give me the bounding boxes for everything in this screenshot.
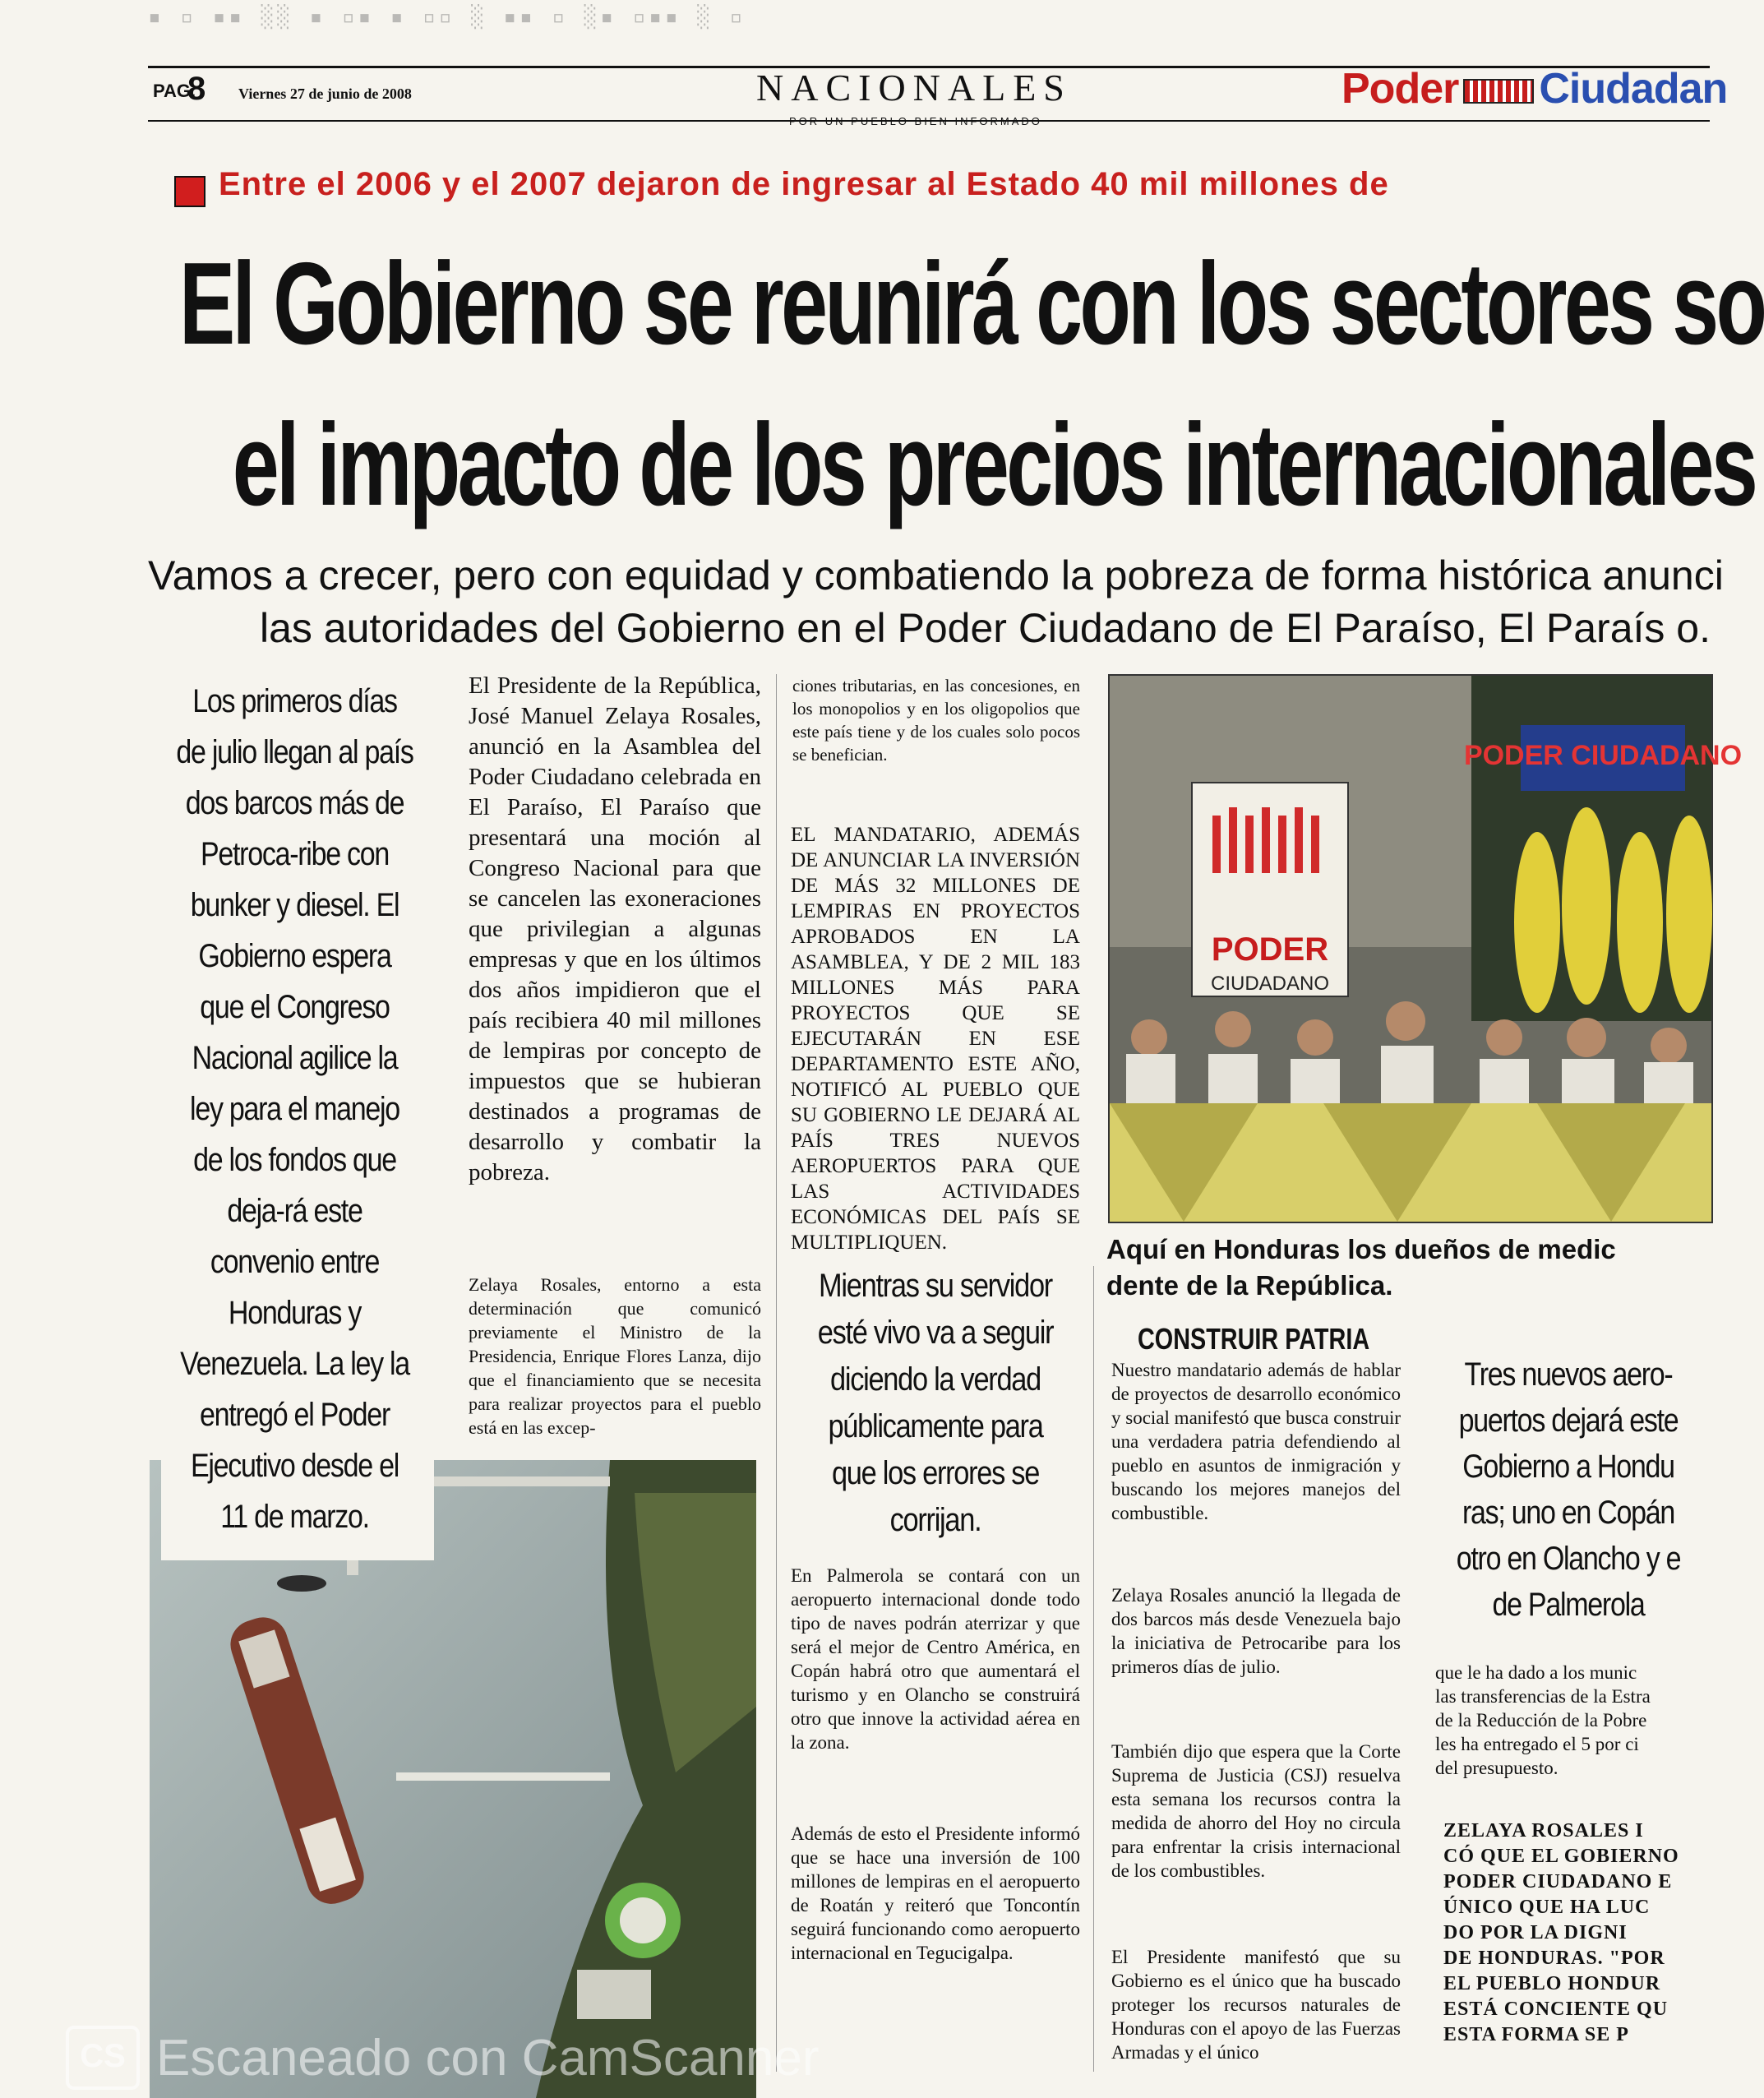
pull3-line: Gobierno a Hondu xyxy=(1462,1449,1674,1485)
dateline: Viernes 27 de junio de 2008 xyxy=(238,85,412,102)
brand-flag-icon xyxy=(1463,79,1534,104)
watermark-text: Escaneado con CamScanner xyxy=(156,2030,820,2086)
assembly-photo xyxy=(1108,674,1743,1223)
article-caps-col5 xyxy=(1443,1818,1710,2048)
article-body-col3-p1: En Palmerola se contará con un aeropuerto internacional donde todo tipo de naves podrán aterrizar y que será el mejor de Centro América, en Copán habrá otro que aumentará el turismo y en Olancho se construirá otro que innove la actividad aérea en la zona. xyxy=(791,1565,1080,1753)
col5-line: de la Reducción de la Pobre xyxy=(1435,1710,1647,1731)
brand-right: Ciudadan xyxy=(1539,65,1728,113)
col5-caps-line: ZELAYA ROSALES I xyxy=(1443,1820,1644,1842)
col5-caps-line: DO POR LA DIGNI xyxy=(1443,1922,1628,1943)
article-body-col4-p1: Nuestro mandatario además de hablar de proyectos de desarrollo económico y social manifestó que busca construir una verdadera patria defendiendo al pueblo en asuntos de inmigración y buscando los mejores manejos del combustible. xyxy=(1111,1360,1401,1523)
kicker-square-icon xyxy=(174,176,205,207)
col5-line: les ha entregado el 5 por ci xyxy=(1435,1734,1639,1754)
article-body-col4-p2: Zelaya Rosales anunció la llegada de dos barcos más desde Venezuela bajo la iniciativa de Petrocaribe para los primeros días de julio. xyxy=(1111,1585,1401,1677)
assembly-photo-art xyxy=(1110,676,1743,1222)
article-body-col3-top: ciones tributarias, en las concesiones, en los monopolios y en los oligopolios que este país tiene y de los cuales solo pocos se benefician. xyxy=(792,676,1080,765)
pull3-line: ras; uno en Copán xyxy=(1462,1495,1675,1531)
sign-line-2: CIUDADANO xyxy=(1210,973,1330,995)
article-body-col4-p4: El Presidente manifestó que su Gobierno es el único que ha buscado proteger los recursos naturales de Honduras con el apoyo de las Fuerzas Armadas y el único xyxy=(1111,1947,1401,2063)
column-divider xyxy=(776,674,777,2072)
brand-left: Poder xyxy=(1341,65,1459,113)
pull-quote: Mientras su servidor esté vivo va a seguir diciendo la verdad públicamente para que los errores se corrijan. xyxy=(817,1268,1054,1538)
col5-caps-line: ESTA FORMA SE P xyxy=(1443,2024,1629,2045)
caption-line-2: dente de la República. xyxy=(1106,1270,1393,1301)
deck xyxy=(148,549,1724,654)
sign-line-1: PODER xyxy=(1211,931,1329,968)
deck-line-2: las autoridades del Gobierno en el Poder Ciudadano de El Paraíso, El Paraís o. xyxy=(260,605,1711,651)
col5-caps-line: PODER CIUDADANO E xyxy=(1443,1871,1673,1892)
pull3-line: otro en Olancho y e xyxy=(1456,1541,1681,1577)
caption-line-1: Aquí en Honduras los dueños de medic xyxy=(1106,1234,1616,1264)
article-body-col3-p2: Además de esto el Presidente informó que se hace una inversión de 100 millones de lempiras en el aeropuerto de Roatán y reiteró que Toncontín seguirá funcionando como aeropuerto internacional en Tegucigalpa. xyxy=(791,1823,1080,1963)
column-divider xyxy=(1093,1266,1094,2072)
pull3-line: puertos dejará este xyxy=(1458,1403,1679,1439)
lead-blurb: Los primeros días de julio llegan al país dos barcos más de Petroca-ribe con bunker y diesel. El Gobierno espera que el Congreso Nacional agilice la ley para el manejo de los fondos que deja-rá este convenio entre Honduras y Venezuela. La ley la entregó el Poder Ejecutivo desde el 11 de marzo. xyxy=(176,683,413,1535)
col5-caps-line: EL PUEBLO HONDUR xyxy=(1443,1973,1661,1994)
article-body-col2: El Presidente de la República, José Manuel Zelaya Rosales, anunció en la Asamblea del Poder Ciudadano celebrada en El Paraíso, El Paraíso que presentará una moción al Congreso Nacional para que se cancelen las exoneraciones que privilegian a algunas empresas y que en los últimos dos años impidieron que el país recibiera 40 mil millones de lempiras por concepto de impuestos que se hubieran destinados a programas de desarrollo y combatir la pobreza. xyxy=(469,672,761,1185)
article-caps-paragraph: EL MANDATARIO, ADEMÁS DE ANUNCIAR LA INVERSIÓN DE MÁS 32 MILLONES DE LEMPIRAS EN PROYECTOS APROBADOS EN LA ASAMBLEA, Y DE 2 MIL 183 MILLONES MÁS PARA PROYECTOS QUE SE EJECUTARÁN EN ESE DEPARTAMENTO ESTE AÑO, NOTIFICÓ AL PUEBLO QUE SU GOBIERNO LE DEJARÁ AL PAÍS TRES NUEVOS AEROPUERTOS PARA QUE LAS ACTIVIDADES ECONÓMICAS DEL PAÍS SE MULTIPLIQUEN. xyxy=(791,824,1080,1254)
col5-caps-line: CÓ QUE EL GOBIERNO xyxy=(1443,1846,1679,1867)
headline xyxy=(179,224,1764,546)
headline-line-1: El Gobierno se reunirá con los sectores so xyxy=(179,238,1764,369)
kicker: Entre el 2006 y el 2007 dejaron de ingresar al Estado 40 mil millones de xyxy=(219,166,1389,202)
pull3-line: de Palmerola xyxy=(1492,1587,1645,1623)
article-body-col4-p3: También dijo que espera que la Corte Suprema de Justicia (CSJ) resuelva esta semana los recursos contra la medida de ahorro del Hoy no circula para enfrentar la crisis internacional de los combustibles. xyxy=(1111,1741,1401,1881)
col5-line: que le ha dado a los munic xyxy=(1435,1662,1637,1683)
article-body-col2-cont: Zelaya Rosales, entorno a esta determinación que comunicó previamente el Ministro de la Presidencia, Enrique Flores Lanza, dijo que el financiamiento que se necesita para realizar proyectos para el pueblo está en las excep- xyxy=(469,1274,761,1438)
section-title: NACIONALES xyxy=(756,67,1072,109)
masthead-bottom-rule xyxy=(148,120,1710,122)
page-label: PAG. xyxy=(153,81,196,101)
pull3-line: Tres nuevos aero- xyxy=(1464,1356,1673,1393)
col5-line: las transferencias de la Estra xyxy=(1435,1686,1651,1707)
article-body-col5-p1 xyxy=(1435,1661,1710,1780)
headline-line-2: el impacto de los precios internacionales xyxy=(232,400,1756,530)
camscanner-logo-icon: CS xyxy=(66,2026,140,2090)
page-number: 8 xyxy=(187,71,206,107)
photo-banner: PODER CIUDADANO xyxy=(1463,740,1743,771)
col5-caps-line: DE HONDURAS. "POR xyxy=(1443,1948,1665,1969)
brand-logo xyxy=(1341,64,1727,113)
col5-line: del presupuesto. xyxy=(1435,1758,1559,1778)
pull-quote-airports xyxy=(1429,1352,1708,1628)
scan-bleed-text: ▪ ▫ ▪▪ ░░ ▪ ▫▪ ▪ ▫▫ ░ ▪▪ ▫ ░▪ ▫▪▪ ░ ▫ xyxy=(148,5,746,30)
subhead-construir-patria: CONSTRUIR PATRIA xyxy=(1138,1322,1370,1356)
deck-line-1: Vamos a crecer, pero con equidad y combatiendo la pobreza de forma histórica anunci xyxy=(148,552,1724,598)
col5-caps-line: ESTÁ CONCIENTE QU xyxy=(1443,1999,1669,2020)
photo-caption xyxy=(1106,1232,1710,1304)
col5-caps-line: ÚNICO QUE HA LUC xyxy=(1443,1897,1651,1918)
camscanner-watermark xyxy=(66,2029,819,2087)
